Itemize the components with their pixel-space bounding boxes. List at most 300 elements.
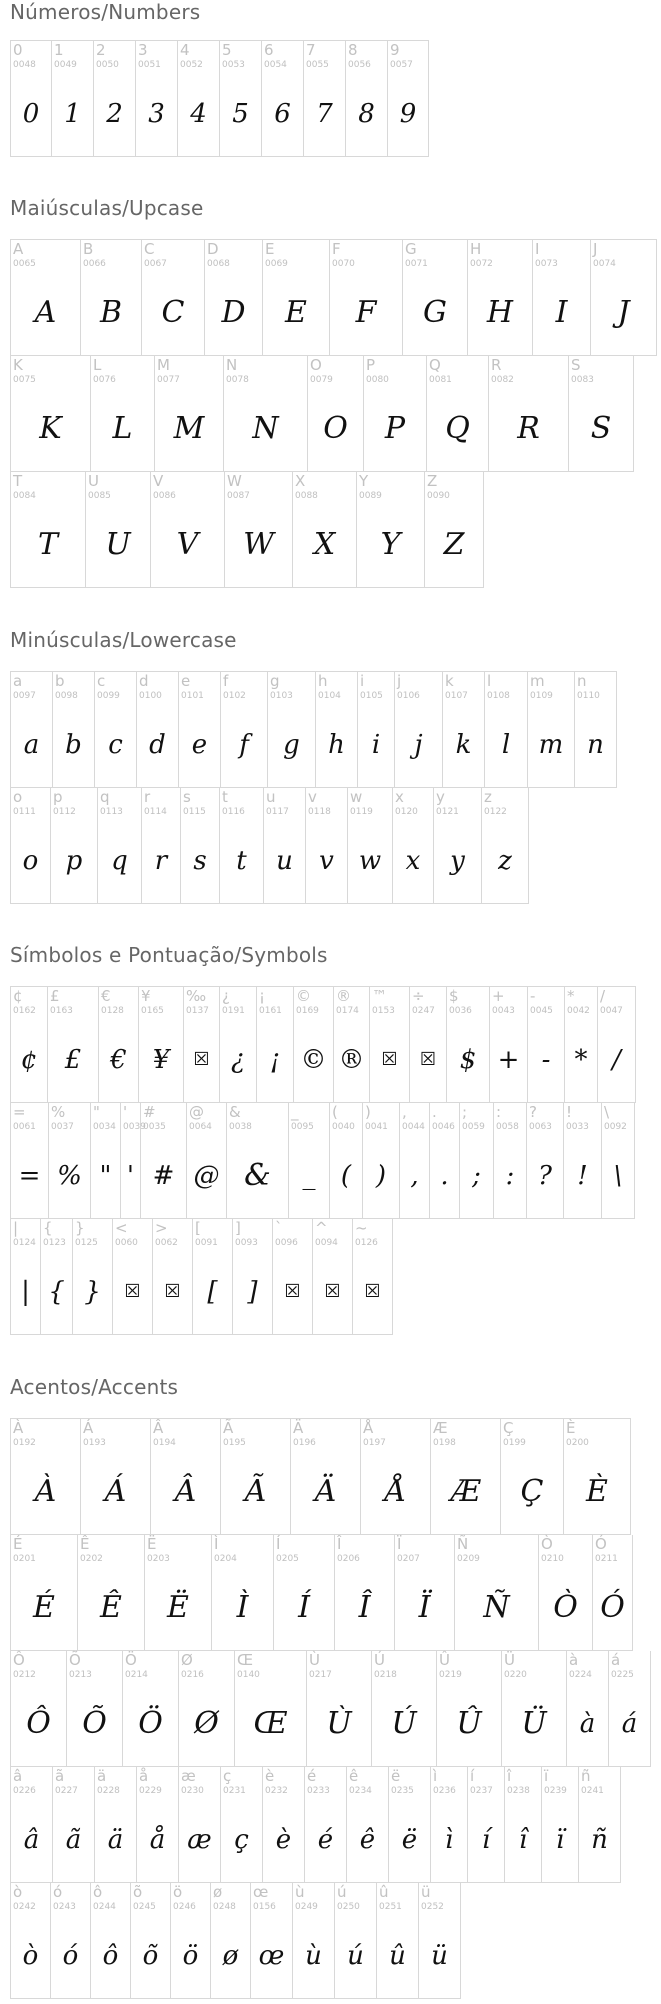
- glyph-cell: [233, 1219, 273, 1335]
- glyph-cell: [575, 672, 617, 788]
- glyph-character: ™: [372, 987, 387, 1005]
- glyph-character: r: [144, 788, 151, 806]
- glyph-sample: }: [84, 1277, 101, 1307]
- glyph-code: 0214: [125, 1670, 148, 1680]
- glyph-character: ©: [296, 987, 311, 1005]
- glyph-sample: t: [236, 846, 247, 876]
- section-title-symbols: Símbolos e Pontuação/Symbols: [10, 943, 328, 967]
- glyph-character: 3: [138, 41, 148, 59]
- glyph-row: [10, 40, 429, 157]
- glyph-code: 0250: [337, 1902, 360, 1912]
- glyph-character: n: [577, 672, 587, 690]
- glyph-code: 0205: [276, 1554, 299, 1564]
- glyph-sample: /: [612, 1045, 621, 1075]
- glyph-cell: [393, 788, 434, 904]
- glyph-cell: [11, 1651, 67, 1767]
- glyph-cell: [494, 1103, 527, 1219]
- glyph-sample: r: [154, 846, 168, 876]
- glyph-cell: [389, 1767, 431, 1883]
- glyph-sample: H: [486, 295, 514, 330]
- glyph-code: 0153: [372, 1006, 395, 1016]
- glyph-code: 0066: [83, 259, 106, 269]
- glyph-code: 0202: [80, 1554, 103, 1564]
- glyph-character: â: [13, 1767, 23, 1785]
- glyph-cell: [361, 1419, 431, 1535]
- glyph-character: õ: [133, 1883, 143, 1901]
- glyph-code: 0174: [336, 1006, 359, 1016]
- glyph-cell: [11, 240, 81, 356]
- glyph-cell: [224, 356, 308, 472]
- glyph-cell: [579, 1767, 621, 1883]
- glyph-sample: ,: [410, 1161, 419, 1191]
- glyph-sample: Ñ: [483, 1590, 510, 1625]
- glyph-cell: [11, 41, 52, 157]
- glyph-character: =: [13, 1103, 26, 1121]
- glyph-cell: [221, 1767, 263, 1883]
- glyph-code: 0125: [75, 1238, 98, 1248]
- glyph-sample: ù: [305, 1941, 322, 1971]
- glyph-sample: Ã: [244, 1474, 267, 1509]
- glyph-character: Ó: [595, 1535, 607, 1553]
- glyph-code: 0235: [391, 1786, 414, 1796]
- glyph-sample: [: [207, 1277, 218, 1307]
- glyph-code: 0090: [427, 491, 450, 501]
- glyph-character: û: [379, 1883, 389, 1901]
- glyph-cell: [364, 356, 427, 472]
- glyph-code: 0092: [604, 1122, 627, 1132]
- glyph-character: Å: [363, 1419, 374, 1437]
- glyph-cell: [308, 356, 364, 472]
- glyph-cell: [11, 1767, 53, 1883]
- glyph-sample: î: [518, 1825, 528, 1855]
- glyph-sample: K: [39, 411, 62, 446]
- glyph-cell: [353, 1219, 393, 1335]
- glyph-cell: [273, 1219, 313, 1335]
- glyph-cell: [431, 1419, 501, 1535]
- glyph-character: k: [445, 672, 454, 690]
- glyph-character: ñ: [581, 1767, 591, 1785]
- glyph-sample: |: [21, 1277, 30, 1307]
- glyph-row: [10, 356, 634, 472]
- glyph-character: j: [397, 672, 402, 690]
- glyph-sample: :: [505, 1161, 515, 1191]
- glyph-code: 0088: [295, 491, 318, 501]
- glyph-character: ‰: [186, 987, 207, 1005]
- glyph-code: 0124: [13, 1238, 36, 1248]
- glyph-cell: [403, 240, 468, 356]
- glyph-sample: Ë: [167, 1590, 189, 1625]
- glyph-cell: [268, 672, 316, 788]
- glyph-character: u: [266, 788, 276, 806]
- glyph-character: (: [332, 1103, 338, 1121]
- glyph-code: 0060: [115, 1238, 138, 1248]
- glyph-cell: [184, 987, 220, 1103]
- glyph-cell: [335, 1883, 377, 1999]
- glyph-character: h: [318, 672, 328, 690]
- glyph-character: $: [449, 987, 459, 1005]
- glyph-sample: ø: [222, 1941, 239, 1971]
- glyph-sample: Ø: [194, 1706, 219, 1741]
- glyph-cell: [502, 1651, 567, 1767]
- glyph-cell: [294, 987, 334, 1103]
- glyph-character: Î: [337, 1535, 342, 1553]
- glyph-character: ÷: [412, 987, 425, 1005]
- glyph-character: 8: [348, 41, 358, 59]
- glyph-cell: [137, 672, 179, 788]
- glyph-cell: [430, 1103, 460, 1219]
- glyph-sample: õ: [142, 1941, 159, 1971]
- glyph-character: p: [53, 788, 63, 806]
- glyph-sample: Î: [358, 1590, 371, 1625]
- glyph-sample: J: [617, 295, 630, 330]
- glyph-cell: [53, 672, 95, 788]
- glyph-row: [10, 788, 529, 904]
- glyph-sample: Ô: [26, 1706, 51, 1741]
- glyph-sample: Y: [380, 527, 401, 562]
- glyph-code: 0094: [315, 1238, 338, 1248]
- glyph-character: è: [265, 1767, 275, 1785]
- glyph-sample: à: [579, 1709, 596, 1739]
- glyph-character: -: [530, 987, 536, 1005]
- missing-glyph-icon: ☒: [164, 1281, 181, 1302]
- glyph-code: 0210: [541, 1554, 564, 1564]
- glyph-code: 0244: [93, 1902, 116, 1912]
- glyph-cell: [52, 41, 94, 157]
- glyph-character: 5: [222, 41, 232, 59]
- glyph-cell: [220, 987, 257, 1103]
- glyph-cell: [567, 1651, 609, 1767]
- glyph-sample: ;: [472, 1161, 481, 1191]
- glyph-cell: [434, 788, 482, 904]
- glyph-row: [10, 1103, 635, 1219]
- glyph-character: ?: [529, 1103, 537, 1121]
- glyph-sample: %: [57, 1161, 82, 1191]
- glyph-cell: [91, 356, 155, 472]
- glyph-cell: [443, 672, 485, 788]
- glyph-cell: [437, 1651, 502, 1767]
- glyph-cell: [235, 1651, 307, 1767]
- glyph-sample: Ï: [418, 1590, 431, 1625]
- glyph-sample: 8: [358, 99, 375, 129]
- glyph-sample: y: [450, 846, 465, 876]
- glyph-sample: ©: [300, 1045, 327, 1075]
- glyph-character: ó: [53, 1883, 63, 1901]
- glyph-sample: F: [355, 295, 377, 330]
- glyph-sample: {: [48, 1277, 65, 1307]
- glyph-cell: [113, 1219, 153, 1335]
- glyph-sample: o: [22, 846, 39, 876]
- glyph-cell: [51, 788, 98, 904]
- glyph-code: 0036: [449, 1006, 472, 1016]
- glyph-character: a: [13, 672, 23, 690]
- glyph-cell: [593, 1535, 633, 1651]
- glyph-sample: @: [193, 1161, 220, 1191]
- glyph-character: È: [566, 1419, 576, 1437]
- glyph-code: 0065: [13, 259, 36, 269]
- glyph-code: 0052: [180, 60, 203, 70]
- glyph-cell: [609, 1651, 651, 1767]
- glyph-cell: [225, 472, 293, 588]
- glyph-sample: k: [455, 730, 472, 760]
- glyph-code: 0056: [348, 60, 371, 70]
- glyph-sample: ": [99, 1161, 112, 1191]
- glyph-sample: u: [276, 846, 293, 876]
- glyph-cell: [395, 672, 443, 788]
- glyph-sample: C: [161, 295, 185, 330]
- glyph-row: [10, 1535, 633, 1651]
- glyph-code: 0118: [308, 807, 331, 817]
- glyph-sample: f: [239, 730, 249, 760]
- glyph-code: 0047: [600, 1006, 623, 1016]
- glyph-sample: ì: [444, 1825, 454, 1855]
- glyph-character: {: [43, 1219, 53, 1237]
- glyph-sample: g: [283, 730, 300, 760]
- glyph-character: Á: [83, 1419, 94, 1437]
- glyph-sample: â: [23, 1825, 40, 1855]
- glyph-character: ¡: [259, 987, 266, 1005]
- glyph-character: d: [139, 672, 149, 690]
- glyph-code: 0077: [157, 375, 180, 385]
- glyph-sample: Ú: [391, 1706, 417, 1741]
- glyph-sample: Z: [443, 527, 465, 562]
- glyph-cell: [11, 1535, 78, 1651]
- glyph-code: 0059: [462, 1122, 485, 1132]
- glyph-cell: [400, 1103, 430, 1219]
- glyph-character: *: [567, 987, 575, 1005]
- glyph-cell: [490, 987, 528, 1103]
- lowercase-grid: [10, 671, 617, 904]
- glyph-character: Ä: [293, 1419, 304, 1437]
- glyph-character: É: [13, 1535, 23, 1553]
- glyph-cell: [78, 1535, 145, 1651]
- missing-glyph-icon: ☒: [381, 1049, 398, 1070]
- glyph-character: K: [13, 356, 23, 374]
- glyph-sample: N: [252, 411, 279, 446]
- glyph-cell: [251, 1883, 293, 1999]
- glyph-sample: z: [498, 846, 512, 876]
- glyph-sample: Ò: [553, 1590, 578, 1625]
- glyph-character: <: [115, 1219, 128, 1237]
- glyph-row: [10, 671, 617, 788]
- missing-glyph-icon: ☒: [364, 1281, 381, 1302]
- glyph-cell: [264, 788, 306, 904]
- glyph-code: 0069: [265, 259, 288, 269]
- glyph-code: 0220: [504, 1670, 527, 1680]
- glyph-code: 0110: [577, 691, 600, 701]
- glyph-cell: [211, 1883, 251, 1999]
- glyph-code: 0162: [13, 1006, 36, 1016]
- glyph-cell: [81, 240, 142, 356]
- glyph-character: %: [51, 1103, 66, 1121]
- glyph-cell: [330, 1103, 363, 1219]
- glyph-code: 0120: [395, 807, 418, 817]
- glyph-sample: Ç: [520, 1474, 544, 1509]
- glyph-sample: 3: [148, 99, 165, 129]
- glyph-code: 0249: [295, 1902, 318, 1912]
- glyph-cell: [419, 1883, 461, 1999]
- glyph-cell: [564, 1419, 631, 1535]
- glyph-sample: h: [328, 730, 345, 760]
- glyph-sample: v: [319, 846, 334, 876]
- glyph-sample: n: [587, 730, 604, 760]
- glyph-character: ë: [391, 1767, 401, 1785]
- glyph-character: ê: [349, 1767, 359, 1785]
- glyph-cell: [542, 1767, 579, 1883]
- glyph-code: 0084: [13, 491, 36, 501]
- glyph-sample: x: [405, 846, 421, 876]
- glyph-cell: [11, 672, 53, 788]
- glyph-sample: l: [501, 730, 511, 760]
- glyph-character: Ç: [503, 1419, 514, 1437]
- glyph-character: 2: [96, 41, 106, 59]
- glyph-code: 0091: [195, 1238, 218, 1248]
- glyph-sample: O: [323, 411, 348, 446]
- glyph-character: Ñ: [457, 1535, 469, 1553]
- glyph-cell: [123, 1651, 179, 1767]
- glyph-code: 0114: [144, 807, 167, 817]
- glyph-character: x: [395, 788, 404, 806]
- glyph-row: [10, 1883, 461, 1999]
- glyph-code: 0137: [186, 1006, 209, 1016]
- glyph-code: 0085: [88, 491, 111, 501]
- glyph-cell: [205, 240, 263, 356]
- glyph-cell: [427, 356, 489, 472]
- glyph-cell: [293, 1883, 335, 1999]
- glyph-sample: ü: [431, 1941, 448, 1971]
- glyph-character: X: [295, 472, 306, 490]
- glyph-sample: Ì: [236, 1590, 249, 1625]
- glyph-sample: É: [33, 1590, 55, 1625]
- glyph-code: 0108: [487, 691, 510, 701]
- glyph-sample: \: [613, 1161, 623, 1191]
- glyph-character: ò: [13, 1883, 23, 1901]
- glyph-character: t: [222, 788, 228, 806]
- glyph-cell: [410, 987, 447, 1103]
- glyph-character: E: [265, 240, 275, 258]
- glyph-sample: M: [173, 411, 205, 446]
- glyph-code: 0111: [13, 807, 36, 817]
- glyph-character: ø: [213, 1883, 223, 1901]
- glyph-cell: [388, 41, 429, 157]
- section-title-lowercase: Minúsculas/Lowercase: [10, 628, 237, 652]
- glyph-code: 0238: [507, 1786, 530, 1796]
- glyph-cell: [485, 672, 528, 788]
- glyph-sample: G: [423, 295, 447, 330]
- glyph-cell: [48, 987, 99, 1103]
- glyph-cell: [307, 1651, 372, 1767]
- glyph-sample: R: [517, 411, 540, 446]
- glyph-sample: Û: [456, 1706, 482, 1741]
- glyph-code: 0082: [491, 375, 514, 385]
- numbers-grid: [10, 40, 429, 157]
- glyph-character: À: [13, 1419, 24, 1437]
- glyph-character: z: [484, 788, 492, 806]
- glyph-code: 0211: [595, 1554, 618, 1564]
- glyph-cell: [131, 1883, 171, 1999]
- glyph-code: 0245: [133, 1902, 156, 1912]
- glyph-sample: b: [65, 730, 82, 760]
- glyph-code: 0195: [223, 1438, 246, 1448]
- glyph-character: Í: [276, 1535, 281, 1553]
- glyph-sample: s: [193, 846, 207, 876]
- glyph-sample: 6: [274, 99, 291, 129]
- glyph-sample: 4: [190, 99, 207, 129]
- glyph-cell: [289, 1103, 330, 1219]
- glyph-cell: [346, 41, 388, 157]
- glyph-character: Ù: [309, 1651, 320, 1669]
- glyph-cell: [334, 987, 370, 1103]
- glyph-character: Ê: [80, 1535, 90, 1553]
- glyph-character: ": [93, 1103, 100, 1121]
- glyph-sample: &: [244, 1158, 271, 1193]
- glyph-character: ï: [544, 1767, 549, 1785]
- glyph-character: }: [75, 1219, 85, 1237]
- glyph-cell: [425, 472, 484, 588]
- glyph-code: 0100: [139, 691, 162, 701]
- glyph-cell: [370, 987, 410, 1103]
- glyph-character: U: [88, 472, 99, 490]
- glyph-code: 0099: [97, 691, 120, 701]
- glyph-code: 0251: [379, 1902, 402, 1912]
- glyph-code: 0252: [421, 1902, 444, 1912]
- glyph-sample: m: [538, 730, 564, 760]
- glyph-cell: [528, 672, 575, 788]
- glyph-code: 0061: [13, 1122, 36, 1132]
- glyph-sample: e: [191, 730, 208, 760]
- glyph-character: Ü: [504, 1651, 515, 1669]
- glyph-character: \: [604, 1103, 610, 1121]
- glyph-cell: [41, 1219, 73, 1335]
- glyph-cell: [81, 1419, 151, 1535]
- glyph-character: D: [207, 240, 219, 258]
- glyph-character: `: [275, 1219, 283, 1237]
- glyph-code: 0241: [581, 1786, 604, 1796]
- glyph-cell: [274, 1535, 335, 1651]
- glyph-cell: [179, 1767, 221, 1883]
- glyph-code: 0204: [214, 1554, 237, 1564]
- glyph-cell: [533, 240, 591, 356]
- glyph-sample: ò: [22, 1941, 39, 1971]
- glyph-sample: Q: [445, 411, 470, 446]
- glyph-code: 0237: [470, 1786, 493, 1796]
- glyph-sample: Í: [298, 1590, 310, 1625]
- glyph-cell: [505, 1767, 542, 1883]
- glyph-code: 0121: [436, 807, 459, 817]
- glyph-sample: û: [389, 1941, 406, 1971]
- glyph-cell: [11, 356, 91, 472]
- glyph-character: y: [436, 788, 445, 806]
- glyph-code: 0117: [266, 807, 289, 817]
- glyph-sample: Ê: [100, 1590, 122, 1625]
- glyph-cell: [357, 472, 425, 588]
- glyph-code: 0247: [412, 1006, 435, 1016]
- glyph-character: 7: [306, 41, 316, 59]
- glyph-character: é: [307, 1767, 317, 1785]
- glyph-cell: [151, 472, 225, 588]
- glyph-sample: ê: [359, 1825, 376, 1855]
- glyph-code: 0097: [13, 691, 36, 701]
- glyph-code: 0234: [349, 1786, 372, 1796]
- glyph-code: 0072: [470, 259, 493, 269]
- glyph-code: 0068: [207, 259, 230, 269]
- glyph-character: >: [155, 1219, 168, 1237]
- glyph-code: 0161: [259, 1006, 282, 1016]
- glyph-code: 0080: [366, 375, 389, 385]
- glyph-code: 0233: [307, 1786, 330, 1796]
- glyph-code: 0239: [544, 1786, 567, 1796]
- glyph-code: 0107: [445, 691, 468, 701]
- glyph-code: 0093: [235, 1238, 258, 1248]
